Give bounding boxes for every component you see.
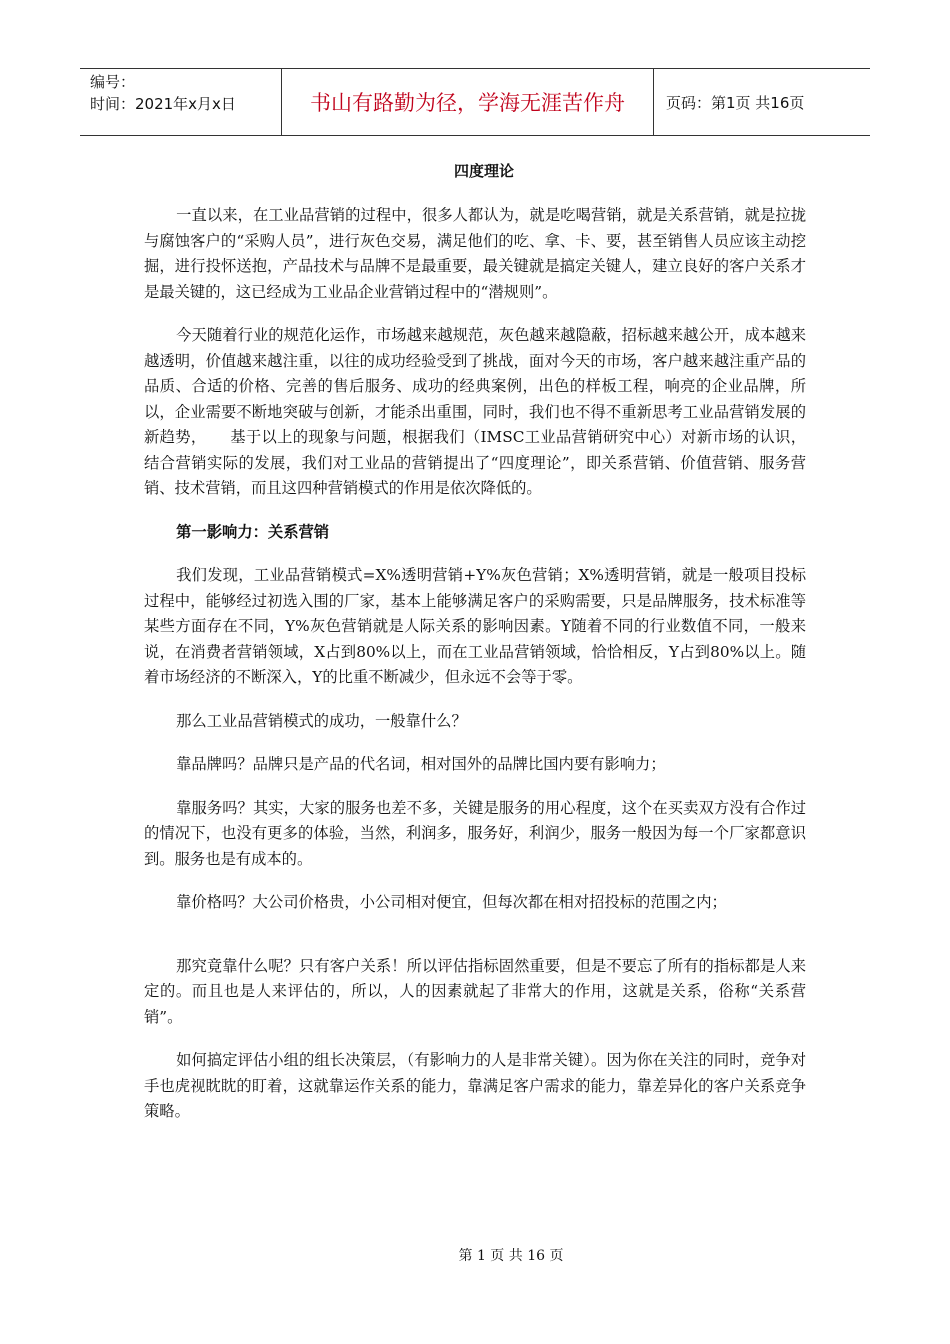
paragraph: 如何搞定评估小组的组长决策层，（有影响力的人是非常关键）。因为你在关注的同时，竞争对手也虎视眈眈的盯着，这就靠运作关系的能力，靠满足客户需求的能力，靠差异化的客户关系竞争策略。 xyxy=(144,1051,806,1120)
paragraph: 一直以来，在工业品营销的过程中，很多人都认为，就是吃喝营销，就是关系营销，就是拉拢与腐蚀客户的“采购人员”，进行灰色交易，满足他们的吃、拿、卡、要，甚至销售人员应该主动挖掘，进行投怀送抱，产品技术与品牌不是最重要，最关键就是搞定关键人，建立良好的客户关系才是最关键的，这已经成为工业品企业营销过程中的“潜规则”。 xyxy=(144,206,806,301)
paragraph: 靠价格吗？大公司价格贵，小公司相对便宜，但每次都在相对招投标的范围之内； xyxy=(176,893,727,911)
paragraph: 那究竟靠什么呢？只有客户关系！所以评估指标固然重要，但是不要忘了所有的指标都是人来定的。而且也是人来评估的，所以，人的因素就起了非常大的作用，这就是关系，俗称“关系营销”。 xyxy=(144,956,806,1026)
page-footer: 第 1 页 共 16 页 xyxy=(458,1248,564,1264)
section-heading: 第一影响力：关系营销 xyxy=(176,522,330,541)
page-header xyxy=(80,68,870,136)
paragraph: 那么工业品营销模式的成功，一般靠什么？ xyxy=(176,711,467,730)
header-motto: 书山有路勤为径，学海无涯苦作舟 xyxy=(282,69,654,135)
paragraph: 今天随着行业的规范化运作，市场越来越规范，灰色越来越隐蔽，招标越来越公开，成本越来越透明，价值越来越注重，以往的成功经验受到了挑战，面对今天的市场，客户越来越注重产品的品质、合适的价格、完善的售后服务、成功的经典案例，出色的样板工程，响亮的企业品牌，所以，企业需要不断地突破与创新，才能杀出重围，同时，我们也不得不重新思考工业品营销发展的新趋势， 基于以上的现象与问题，根据我们（IMSC工业品营销研究中心）对新市场的认识，结合营销实际的发展，我们对工业品的营销提出了“四度理论”，即关系营销、价值营销、服务营销、技术营销，而且这四种营销模式的作用是依次降低的。 xyxy=(144,326,806,497)
paragraph: 靠品牌吗？品牌只是产品的代名词，相对国外的品牌比国内要有影响力； xyxy=(176,755,666,773)
document-date-label: 时间：2021年x月x日 xyxy=(90,95,236,113)
paragraph: 靠服务吗？其实，大家的服务也差不多，关键是服务的用心程度，这个在买卖双方没有合作过的情况下，也没有更多的体验，当然，利润多，服务好，利润少，服务一般因为每一个厂家都意识到。服务也是有成本的。 xyxy=(144,798,806,868)
header-meta xyxy=(80,69,282,135)
document-title: 四度理论 xyxy=(453,162,514,180)
paragraph-spacer xyxy=(144,934,806,954)
document-number-label: 编号： xyxy=(90,73,136,91)
paragraph: 我们发现，工业品营销模式=X%透明营销+Y%灰色营销；X%透明营销，就是一般项目投标过程中，能够经过初选入围的厂家，基本上能够满足客户的采购需要，只是品牌服务，技术标准等某些方面存在不同，Y%灰色营销就是人际关系的影响因素。Y随着不同的行业数值不同，一般来说，在消费者营销领域，X占到80%以上，而在工业品营销领域，恰恰相反，Y占到80%以上。随着市场经济的不断深入，Y的比重不断减少，但永远不会等于零。 xyxy=(144,566,806,686)
document-body xyxy=(144,155,806,1143)
header-page-info: 页码：第1页 共16页 xyxy=(666,93,805,112)
